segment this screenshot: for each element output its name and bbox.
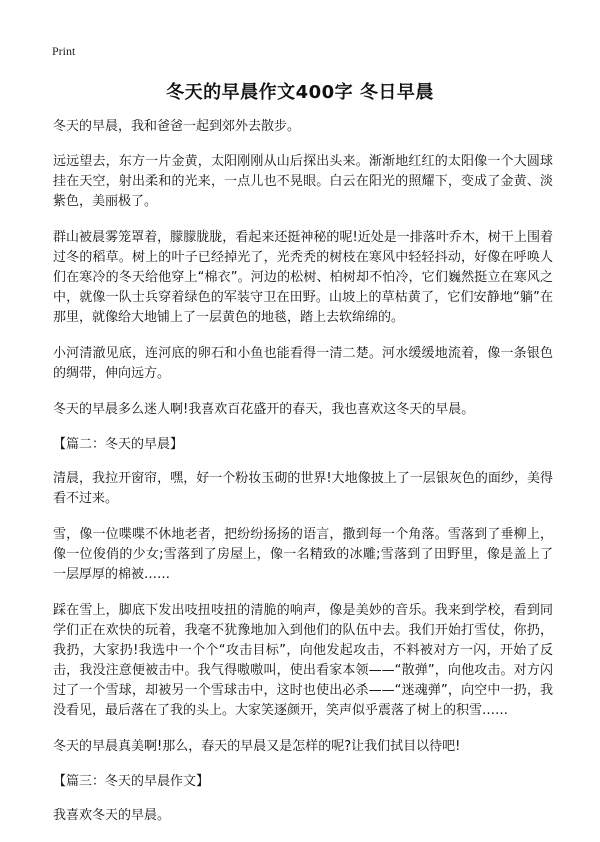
paragraph-9: 冬天的早晨真美啊!那么，春天的早晨又是怎样的呢?让我们拭目以待吧! bbox=[53, 739, 461, 754]
paragraph-6: 清晨，我拉开窗帘，嘿，好一个粉妆玉砌的世界!大地像披上了一层银灰色的面纱，美得看不过来。 bbox=[53, 471, 553, 506]
section-heading-3: 【篇三：冬天的早晨作文】 bbox=[53, 774, 210, 789]
paragraph-3: 群山被晨雾笼罩着，朦朦胧胧，看起来还挺神秘的呢!近处是一排落叶乔木，树干上围着过冬的稻草。树上的叶子已经掉光了，光秃秃的树枝在寒风中轻轻抖动，好像在呼唤人们在寒冷的冬天给他穿上“棉衣”。河边的松树、柏树却不怕冷，它们巍然挺立在寒风之中，就像一队士兵穿着绿色的军装守卫在田野。山坡上的草枯黄了，它们安静地“躺”在那里，就像给大地铺上了一层黄色的地毯，踏上去软绵绵的。 bbox=[53, 230, 553, 325]
page-title: 冬天的早晨作文400字 冬日早晨 bbox=[166, 82, 434, 103]
article-body bbox=[53, 117, 553, 842]
paragraph-10: 我喜欢冬天的早晨。 bbox=[53, 808, 171, 823]
paragraph-4: 小河清澈见底，连河底的卵石和小鱼也能看得一清二楚。河水缓缓地流着，像一条银色的绸带，伸向远方。 bbox=[53, 346, 553, 381]
paragraph-7: 雪，像一位喋喋不休地老者，把纷纷扬扬的语言，撒到每一个角落。雪落到了垂柳上，像一位俊俏的少女;雪落到了房屋上，像一名精致的冰雕;雪落到了田野里，像是盖上了一层厚厚的棉被…… bbox=[53, 527, 553, 582]
paragraph-8: 踩在雪上，脚底下发出吱扭吱扭的清脆的响声，像是美妙的音乐。我来到学校，看到同学们正在欢快的玩着，我毫不犹豫地加入到他们的队伍中去。我们开始打雪仗，你扔，我扔，大家扔!我选中一个个“攻击目标”，向他发起攻击，不料被对方一闪，开始了反击，我没注意便被击中。我气得嗷嗷叫，使出看家本领——“散弹”，向他攻击。对方闪过了一个雪球，却被另一个雪球击中，这时也使出必杀——“迷魂弹”，向空中一扔，我没看见，最后落在了我的头上。大家笑逐颜开，笑声似乎震落了树上的积雪…… bbox=[53, 603, 553, 718]
paragraph-1: 冬天的早晨，我和爸爸一起到郊外去散步。 bbox=[53, 119, 301, 134]
paragraph-5: 冬天的早晨多么迷人啊!我喜欢百花盛开的春天，我也喜欢这冬天的早晨。 bbox=[53, 402, 475, 417]
print-label: Print bbox=[52, 44, 76, 58]
paragraph-2: 远远望去，东方一片金黄，太阳刚刚从山后探出头来。渐渐地红红的太阳像一个大圆球挂在天空，射出柔和的光来，一点儿也不晃眼。白云在阳光的照耀下，变成了金黄、淡紫色，美丽极了。 bbox=[53, 154, 553, 209]
section-heading-2: 【篇二：冬天的早晨】 bbox=[53, 437, 184, 452]
